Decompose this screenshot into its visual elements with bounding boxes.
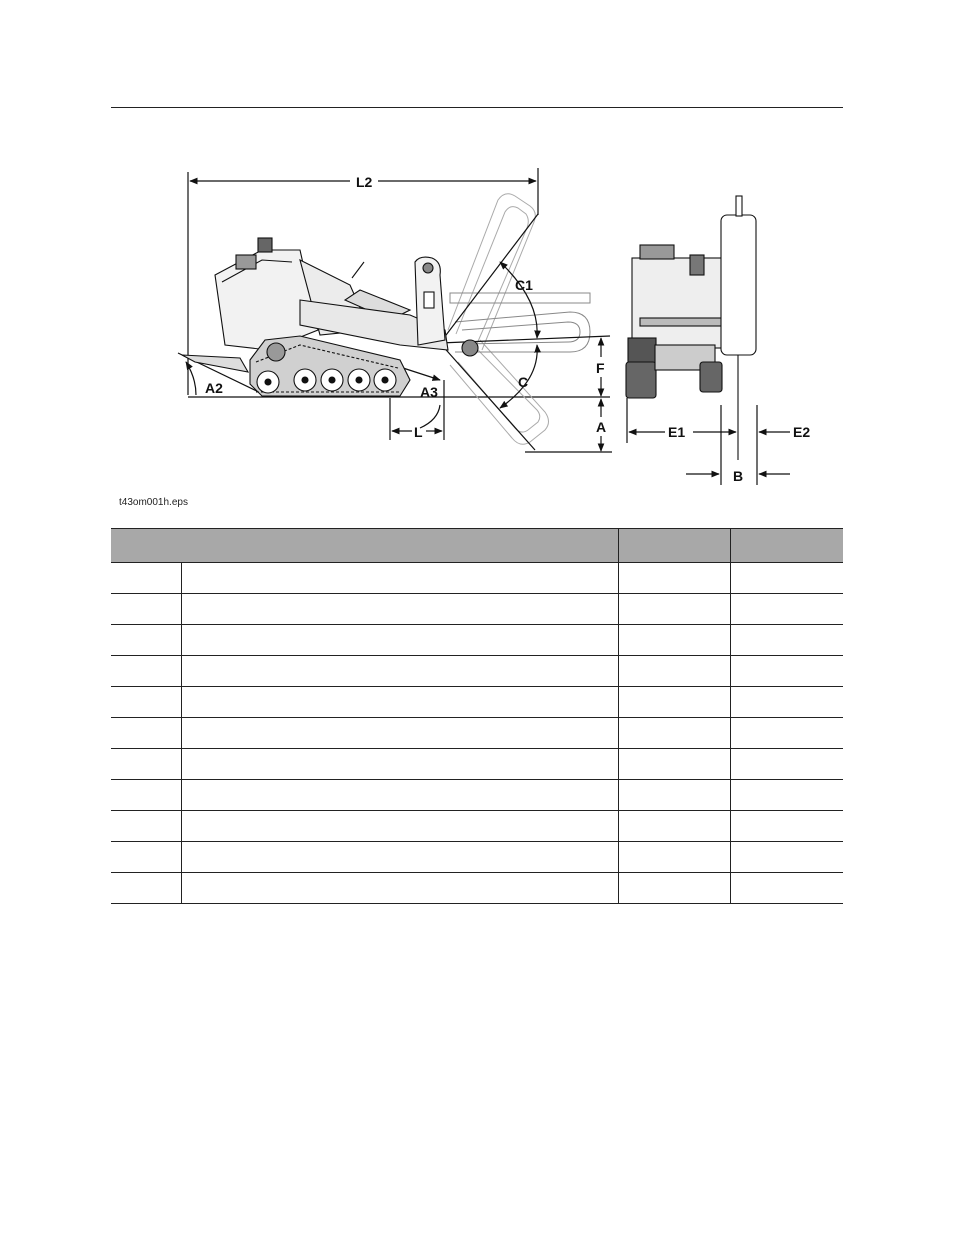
cell-value bbox=[618, 563, 730, 594]
dimension-e2 bbox=[757, 405, 790, 485]
cell-description bbox=[181, 687, 618, 718]
cell-description bbox=[181, 594, 618, 625]
cell-key bbox=[111, 563, 181, 594]
dimensions-table bbox=[111, 528, 843, 904]
cell-key bbox=[111, 873, 181, 904]
machine-side-view bbox=[182, 238, 478, 396]
cell-value bbox=[618, 873, 730, 904]
table-row bbox=[111, 842, 843, 873]
label-a2: A2 bbox=[205, 380, 223, 396]
table-row bbox=[111, 594, 843, 625]
cell-value bbox=[730, 594, 843, 625]
machine-rear-view bbox=[626, 196, 756, 460]
label-l2: L2 bbox=[356, 174, 373, 190]
figure-file-name: t43om001h.eps bbox=[119, 497, 188, 508]
cell-value bbox=[618, 780, 730, 811]
cell-value bbox=[730, 625, 843, 656]
cell-description bbox=[181, 749, 618, 780]
cell-key bbox=[111, 687, 181, 718]
cell-key bbox=[111, 842, 181, 873]
cell-key bbox=[111, 656, 181, 687]
cell-description bbox=[181, 780, 618, 811]
cell-description bbox=[181, 563, 618, 594]
cell-value bbox=[618, 842, 730, 873]
cell-description bbox=[181, 842, 618, 873]
cell-value bbox=[618, 749, 730, 780]
dimension-figure bbox=[0, 0, 954, 520]
cell-description bbox=[181, 718, 618, 749]
label-a3: A3 bbox=[420, 384, 438, 400]
cell-description bbox=[181, 656, 618, 687]
angle-lines bbox=[440, 214, 610, 450]
table-row bbox=[111, 749, 843, 780]
table-row bbox=[111, 780, 843, 811]
table-row bbox=[111, 873, 843, 904]
label-c1: C1 bbox=[515, 277, 533, 293]
cell-value bbox=[730, 749, 843, 780]
cell-value bbox=[618, 594, 730, 625]
boom-raised-ghost bbox=[448, 194, 535, 350]
cell-value bbox=[730, 563, 843, 594]
header-col-2 bbox=[618, 529, 730, 563]
label-a: A bbox=[596, 419, 607, 435]
label-e2: E2 bbox=[793, 424, 811, 440]
cell-value bbox=[730, 811, 843, 842]
cell-key bbox=[111, 780, 181, 811]
label-c: C bbox=[518, 374, 529, 390]
cell-value bbox=[618, 718, 730, 749]
label-b: B bbox=[733, 468, 744, 484]
cell-value bbox=[730, 780, 843, 811]
header-description bbox=[111, 529, 618, 563]
machine-dimension-drawing bbox=[0, 0, 954, 520]
cell-key bbox=[111, 625, 181, 656]
cell-value bbox=[730, 718, 843, 749]
table-row bbox=[111, 656, 843, 687]
table-row bbox=[111, 625, 843, 656]
cell-key bbox=[111, 811, 181, 842]
label-e1: E1 bbox=[668, 424, 686, 440]
table-row bbox=[111, 563, 843, 594]
cell-description bbox=[181, 811, 618, 842]
table-row bbox=[111, 811, 843, 842]
cell-key bbox=[111, 594, 181, 625]
cell-description bbox=[181, 873, 618, 904]
cell-value bbox=[618, 625, 730, 656]
cell-value bbox=[618, 656, 730, 687]
label-f: F bbox=[596, 360, 605, 376]
cell-value bbox=[730, 842, 843, 873]
cell-key bbox=[111, 749, 181, 780]
cell-value bbox=[730, 656, 843, 687]
table-row bbox=[111, 718, 843, 749]
cell-value bbox=[618, 811, 730, 842]
label-l: L bbox=[414, 424, 423, 440]
header-col-3 bbox=[730, 529, 843, 563]
cell-value bbox=[730, 687, 843, 718]
cell-value bbox=[730, 873, 843, 904]
cell-key bbox=[111, 718, 181, 749]
cell-description bbox=[181, 625, 618, 656]
table-header-row bbox=[111, 529, 843, 563]
table-row bbox=[111, 687, 843, 718]
boom-lowered-ghost bbox=[450, 340, 549, 444]
cell-value bbox=[618, 687, 730, 718]
